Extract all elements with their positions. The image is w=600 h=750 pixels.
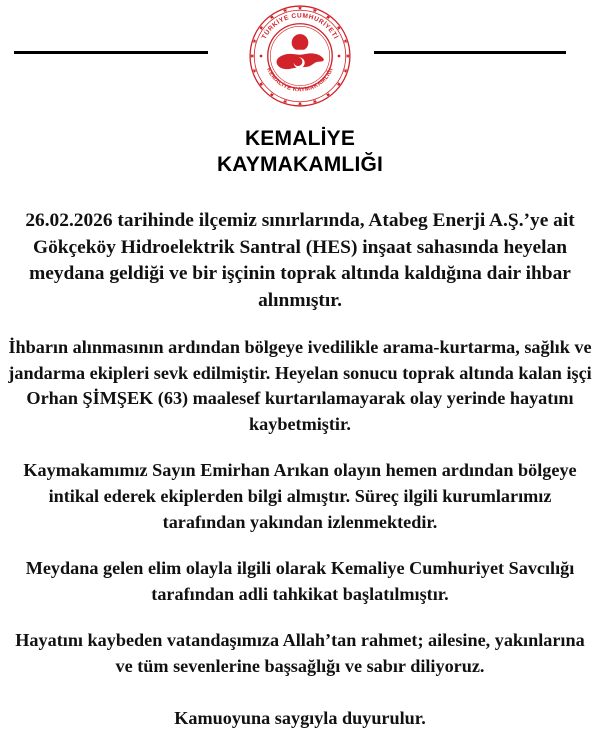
page-title-line-1: KEMALİYE	[244, 127, 356, 150]
header-rule-left	[14, 51, 208, 54]
paragraph-incident-report: 26.02.2026 tarihinde ilçemiz sınırlarında, Atabeg Enerji A.Ş.’ye ait Gökçeköy Hidroelektrik Santral (HES) inşaat sahasında heyelan meydana geldiği ve bir işçinin toprak altında kaldığına dair ihbar alınmıştır.	[25, 210, 575, 311]
seal-inner-arc-text: KEMALİYE KAYMAKAMLIĞI	[265, 67, 335, 94]
seal-outer-arc-text: TÜRKİYE CUMHURİYETİ	[260, 12, 340, 41]
page-title-line-2: KAYMAKAMLIĞI	[216, 153, 384, 176]
paragraph-governor-visit: Kaymakamımız Sayın Emirhan Arıkan olayın hemen ardından bölgeye intikal ederek ekiplerden bilgi almıştır. Süreç ilgili kurumlarımız tarafından yakından izlenmektedir.	[23, 460, 577, 532]
header-rule-right	[374, 51, 566, 54]
official-seal-icon	[248, 4, 352, 108]
page-title	[0, 126, 600, 178]
svg-text:KEMALİYE KAYMAKAMLIĞI	[265, 67, 335, 93]
paragraph-response-and-casualty: İhbarın alınmasının ardından bölgeye ivedilikle arama-kurtarma, sağlık ve jandarma ekipleri sevk edilmiştir. Heyelan sonucu toprak altında kalan işçi Orhan ŞİMŞEK (63) maalesef kurtarılamayarak olay yerinde hayatını kaybetmiştir.	[8, 337, 592, 434]
paragraph-judicial-investigation: Meydana gelen elim olayla ilgili olarak Kemaliye Cumhuriyet Savcılığı tarafından adli tahkikat başlatılmıştır.	[25, 558, 575, 604]
paragraph-condolences: Hayatını kaybeden vatandaşımıza Allah’tan rahmet; ailesine, yakınlarına ve tüm sevenlerine başsağlığı ve sabır diliyoruz.	[15, 630, 585, 676]
document-header	[0, 0, 600, 112]
seal-turkey-map-motif	[277, 34, 324, 69]
paragraph-closing-statement: Kamuoyuna saygıyla duyurulur.	[174, 707, 426, 728]
